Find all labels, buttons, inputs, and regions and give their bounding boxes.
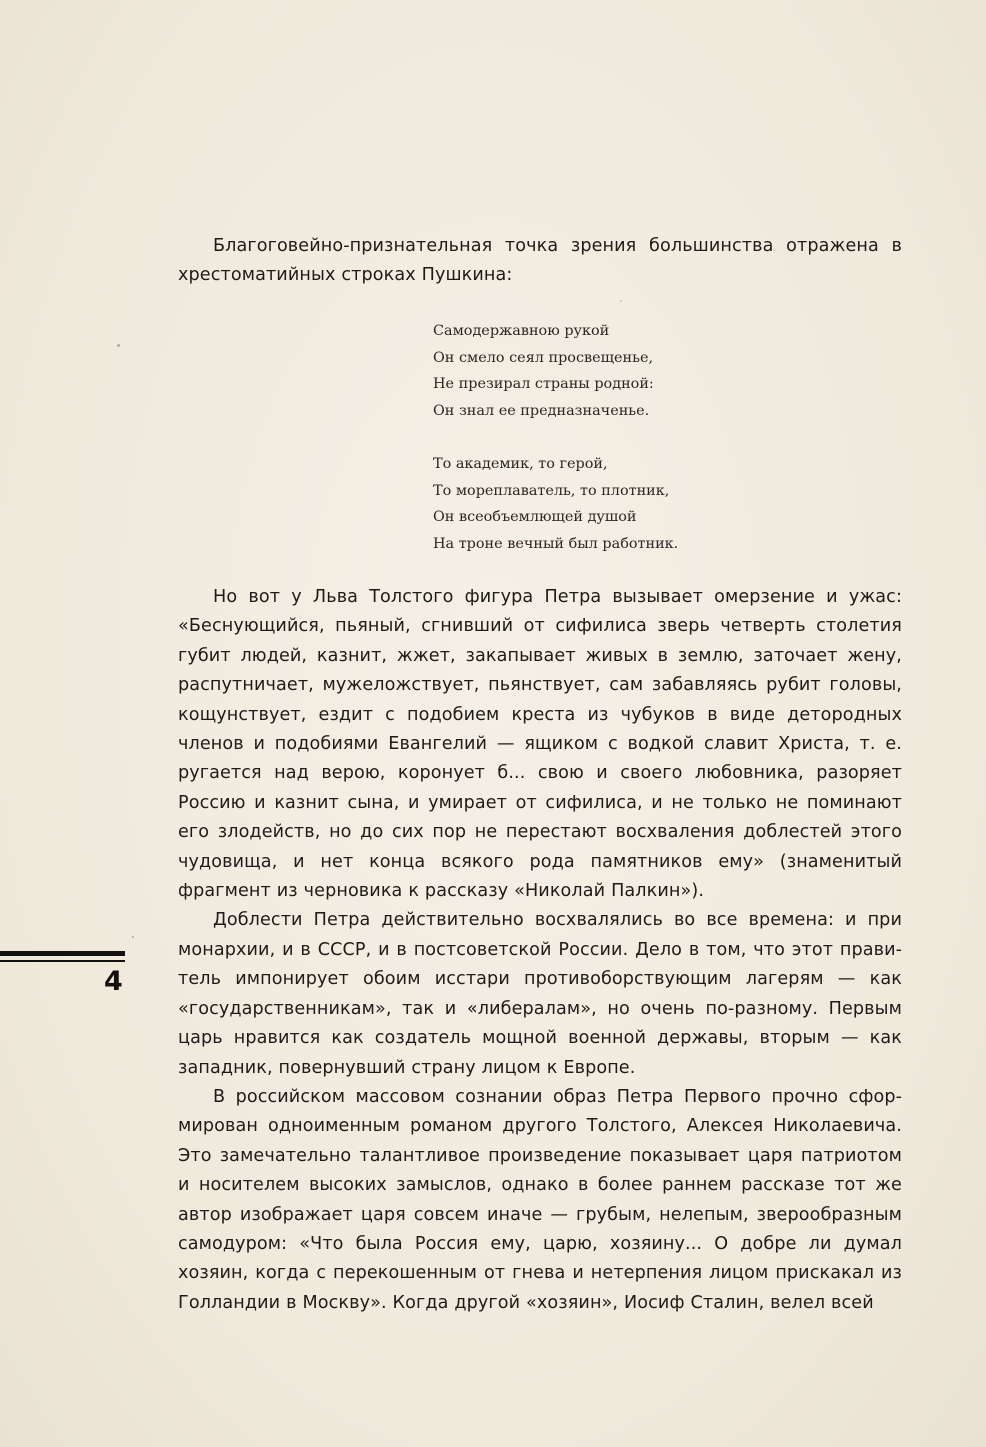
verse-line: Самодержавною рукой <box>433 323 610 339</box>
verse-line: Он смело сеял просвещенье, <box>433 349 654 366</box>
paragraph: Благоговейно-признательная точка зрения большинства отражена в хрестоматийных строках Пушкина: <box>178 236 902 286</box>
verse-stanza-1 <box>433 318 654 424</box>
verse-line: То мореплаватель, то плотник, <box>433 482 670 499</box>
intro-text <box>178 232 902 291</box>
margin-rule-thick <box>0 951 125 956</box>
verse-line: Он знал ее предназначенье. <box>433 402 650 419</box>
paragraph: Доблести Петра действительно восхвалялись во все времена: и при монархии, и в СССР, и в постсоветской России. Дело в том, что этот правитель импонирует обоим исстари противоборствующим лагерям — как «государственникам», так и «либералам», но очень по-разному. Первым царь нравится как создатель мощной военной державы, вторым — как западник, повернувший страну лицом к Европе. <box>178 910 902 1078</box>
verse-line: То академик, то герой, <box>433 456 608 472</box>
verse-stanza-2 <box>433 451 678 557</box>
verse-line: Он всеобъемлющей душой <box>433 509 637 526</box>
margin-rule-thin <box>0 960 125 962</box>
paper-speck <box>117 344 120 347</box>
verse-line: На троне вечный был работник. <box>433 535 679 552</box>
paper-speck <box>132 936 134 938</box>
page-number: 4 <box>104 966 123 997</box>
verse-line: Не презирал страны родной: <box>433 376 654 393</box>
paragraph: В российском массовом сознании образ Петра Первого прочно сформирован одноименным романом другого Толстого, Алексея Николаевича. Это замечательно талантливое произведение показывает царя патриотом и носителем высоких замыслов, однако в более раннем рассказе тот же автор изображает царя совсем иначе — грубым, нелепым, зверообразным самодуром: «Что была Россия ему, царю, хозяину... О добре ли думал хозяин, когда с перекошенным от гнева и нетерпения лицом прискакал из Голландии в Москву». Когда другой «хозяин», Иосиф Сталин, велел всей <box>178 1086 902 1313</box>
paper-speck <box>620 300 622 302</box>
main-text <box>178 583 902 1318</box>
paragraph: Но вот у Льва Толстого фигура Петра вызывает омерзение и ужас: «Беснующийся, пьяный, сгнивший от сифилиса зверь четверть столетия губит людей, казнит, жжет, закапывает живых в землю, заточает жену, распутничает, мужеложствует, пьянствует, сам забавляясь рубит головы, кощунствует, ездит с подобием креста из чубуков в виде детородных членов и подобиями Евангелий — ящиком с водкой славит Христа, т. е. ругается над верою, коронует б... свою и своего любовника, разоряет Россию и казнит сына, и умирает от сифилиса, и не только не поминают его злодейств, но до сих пор не перестают восхваления доблестей этого чудовища, и нет конца всякого рода памятников ему» (знаменитый фрагмент из черновика к рассказу «Николай Палкин»). <box>178 587 902 902</box>
